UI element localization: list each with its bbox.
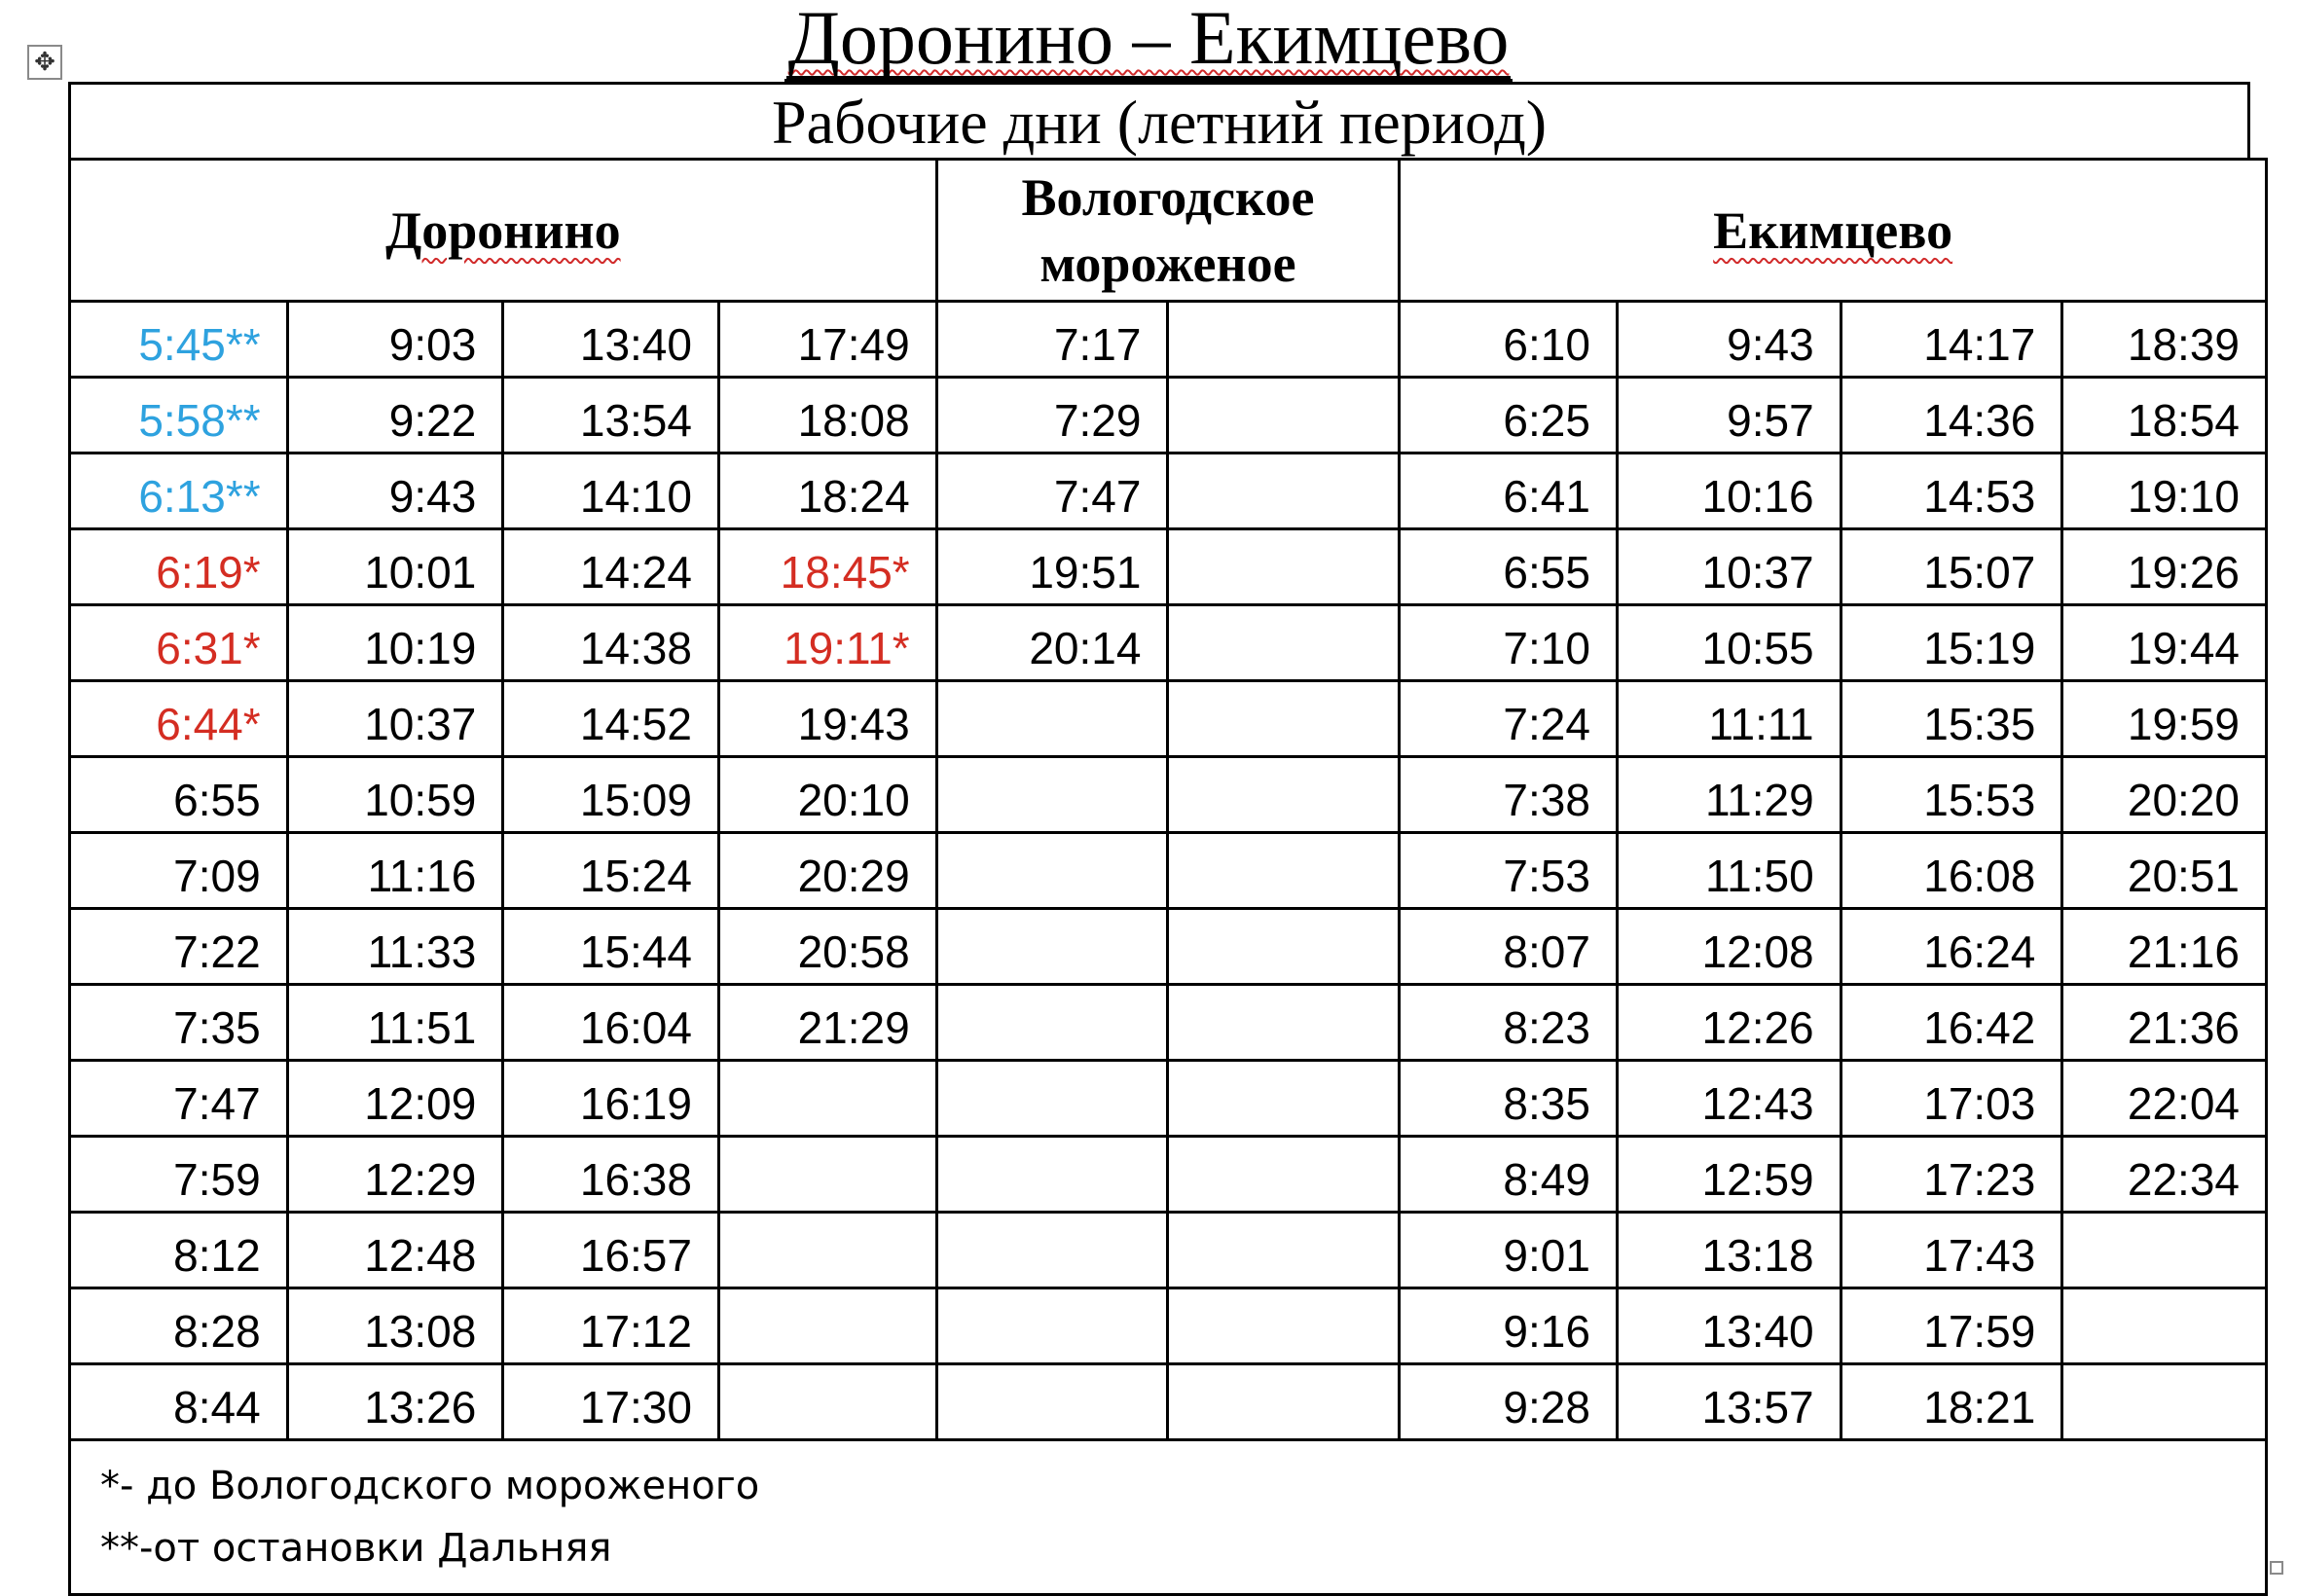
time-cell: 10:01: [287, 529, 503, 605]
time-cell: 5:58**: [70, 378, 288, 453]
time-cell: 6:41: [1400, 453, 1618, 529]
time-cell: 10:37: [1617, 529, 1841, 605]
table-row: [70, 833, 2267, 909]
time-cell: 21:29: [718, 985, 936, 1061]
time-cell: 15:07: [1841, 529, 2062, 605]
time-cell: [2062, 1364, 2267, 1440]
time-cell: 15:53: [1841, 757, 2062, 833]
time-cell: 12:29: [287, 1137, 503, 1213]
table-row: [70, 453, 2267, 529]
time-cell: [936, 909, 1168, 985]
time-cell: 16:57: [503, 1213, 719, 1288]
time-cell: [2062, 1213, 2267, 1288]
time-cell: 19:26: [2062, 529, 2267, 605]
time-cell: 17:23: [1841, 1137, 2062, 1213]
time-cell: 5:45**: [70, 302, 288, 378]
table-row: [70, 985, 2267, 1061]
time-cell: [1168, 985, 1400, 1061]
time-cell: [936, 1137, 1168, 1213]
time-cell: [1168, 1288, 1400, 1364]
time-cell: 18:21: [1841, 1364, 2062, 1440]
time-cell: 18:45*: [718, 529, 936, 605]
time-cell: 9:57: [1617, 378, 1841, 453]
time-cell: 10:16: [1617, 453, 1841, 529]
table-row: [70, 378, 2267, 453]
note-double-star: **-от остановки Дальняя: [100, 1526, 612, 1571]
time-cell: 7:10: [1400, 605, 1618, 681]
time-cell: 16:04: [503, 985, 719, 1061]
time-cell: 17:12: [503, 1288, 719, 1364]
time-cell: 9:28: [1400, 1364, 1618, 1440]
time-cell: 6:44*: [70, 681, 288, 757]
time-cell: 8:49: [1400, 1137, 1618, 1213]
table-row: [70, 1288, 2267, 1364]
time-cell: 11:16: [287, 833, 503, 909]
time-cell: 9:43: [1617, 302, 1841, 378]
time-cell: 12:43: [1617, 1061, 1841, 1137]
time-cell: 17:30: [503, 1364, 719, 1440]
time-cell: [936, 1061, 1168, 1137]
period-label: Рабочие дни (летний период): [771, 87, 1548, 157]
time-cell: 13:26: [287, 1364, 503, 1440]
time-cell: [718, 1213, 936, 1288]
time-cell: 15:09: [503, 757, 719, 833]
time-cell: 19:10: [2062, 453, 2267, 529]
time-cell: 21:36: [2062, 985, 2267, 1061]
time-cell: [1168, 757, 1400, 833]
table-header-row: [70, 160, 2267, 302]
time-cell: [718, 1137, 936, 1213]
time-cell: 12:08: [1617, 909, 1841, 985]
time-cell: 20:29: [718, 833, 936, 909]
time-cell: 17:03: [1841, 1061, 2062, 1137]
time-cell: 20:58: [718, 909, 936, 985]
table-row: [70, 1213, 2267, 1288]
time-cell: 18:39: [2062, 302, 2267, 378]
time-cell: 16:24: [1841, 909, 2062, 985]
time-cell: 14:10: [503, 453, 719, 529]
time-cell: [936, 1364, 1168, 1440]
time-cell: 6:25: [1400, 378, 1618, 453]
time-cell: 14:36: [1841, 378, 2062, 453]
time-cell: 13:08: [287, 1288, 503, 1364]
time-cell: 16:38: [503, 1137, 719, 1213]
time-cell: 11:50: [1617, 833, 1841, 909]
time-cell: 10:55: [1617, 605, 1841, 681]
time-cell: 15:19: [1841, 605, 2062, 681]
time-cell: 14:17: [1841, 302, 2062, 378]
time-cell: 7:53: [1400, 833, 1618, 909]
time-cell: 8:07: [1400, 909, 1618, 985]
time-cell: 13:40: [1617, 1288, 1841, 1364]
time-cell: 18:54: [2062, 378, 2267, 453]
time-cell: 8:28: [70, 1288, 288, 1364]
table-row: [70, 681, 2267, 757]
time-cell: 9:03: [287, 302, 503, 378]
time-cell: 19:59: [2062, 681, 2267, 757]
time-cell: 19:11*: [718, 605, 936, 681]
time-cell: 14:52: [503, 681, 719, 757]
time-cell: [936, 985, 1168, 1061]
time-cell: 7:38: [1400, 757, 1618, 833]
time-cell: 10:59: [287, 757, 503, 833]
time-cell: 12:48: [287, 1213, 503, 1288]
time-cell: [936, 1213, 1168, 1288]
time-cell: 6:19*: [70, 529, 288, 605]
table-row: [70, 605, 2267, 681]
time-cell: 14:24: [503, 529, 719, 605]
table-move-handle-icon[interactable]: ✥: [27, 45, 62, 80]
time-cell: 9:43: [287, 453, 503, 529]
time-cell: 9:22: [287, 378, 503, 453]
time-cell: [1168, 529, 1400, 605]
time-cell: 20:51: [2062, 833, 2267, 909]
time-cell: [718, 1061, 936, 1137]
time-cell: [1168, 681, 1400, 757]
table-resize-handle-icon[interactable]: [2270, 1561, 2283, 1575]
schedule-table: [68, 158, 2268, 1596]
time-cell: 7:47: [936, 453, 1168, 529]
time-cell: 11:29: [1617, 757, 1841, 833]
time-cell: [1168, 453, 1400, 529]
table-row: [70, 1137, 2267, 1213]
header-ekimtsevo: Екимцево: [1400, 160, 2267, 302]
time-cell: 16:42: [1841, 985, 2062, 1061]
time-cell: 8:44: [70, 1364, 288, 1440]
time-cell: [1168, 1137, 1400, 1213]
time-cell: 6:13**: [70, 453, 288, 529]
time-cell: [1168, 833, 1400, 909]
time-cell: [1168, 909, 1400, 985]
time-cell: 7:24: [1400, 681, 1618, 757]
table-row: [70, 1364, 2267, 1440]
notes-cell: [70, 1440, 2267, 1595]
time-cell: 20:10: [718, 757, 936, 833]
time-cell: 19:51: [936, 529, 1168, 605]
time-cell: 18:08: [718, 378, 936, 453]
page-title: [0, 0, 2297, 84]
time-cell: 6:31*: [70, 605, 288, 681]
time-cell: [1168, 1061, 1400, 1137]
time-cell: 7:29: [936, 378, 1168, 453]
time-cell: 6:55: [1400, 529, 1618, 605]
time-cell: 13:57: [1617, 1364, 1841, 1440]
time-cell: [1168, 378, 1400, 453]
time-cell: 15:24: [503, 833, 719, 909]
time-cell: 8:35: [1400, 1061, 1618, 1137]
table-row: [70, 909, 2267, 985]
table-row: [70, 529, 2267, 605]
time-cell: 15:44: [503, 909, 719, 985]
time-cell: 20:14: [936, 605, 1168, 681]
time-cell: [2062, 1288, 2267, 1364]
time-cell: 14:38: [503, 605, 719, 681]
time-cell: [1168, 605, 1400, 681]
time-cell: [718, 1288, 936, 1364]
time-cell: 6:55: [70, 757, 288, 833]
header-doronino: Доронино: [70, 160, 937, 302]
time-cell: 21:16: [2062, 909, 2267, 985]
time-cell: 9:16: [1400, 1288, 1618, 1364]
time-cell: 8:23: [1400, 985, 1618, 1061]
time-cell: 14:53: [1841, 453, 2062, 529]
time-cell: 18:24: [718, 453, 936, 529]
time-cell: [936, 757, 1168, 833]
table-row: [70, 757, 2267, 833]
time-cell: 19:43: [718, 681, 936, 757]
time-cell: 12:26: [1617, 985, 1841, 1061]
time-cell: 9:01: [1400, 1213, 1618, 1288]
time-cell: 17:43: [1841, 1213, 2062, 1288]
time-cell: 22:34: [2062, 1137, 2267, 1213]
time-cell: 13:40: [503, 302, 719, 378]
note-single-star: *- до Вологодского мороженого: [100, 1464, 760, 1508]
time-cell: 11:33: [287, 909, 503, 985]
time-cell: [1168, 302, 1400, 378]
time-cell: 22:04: [2062, 1061, 2267, 1137]
time-cell: 10:37: [287, 681, 503, 757]
title-text: Доронино – Екимцево: [787, 0, 1510, 80]
time-cell: 17:49: [718, 302, 936, 378]
time-cell: 7:22: [70, 909, 288, 985]
table-row: [70, 1061, 2267, 1137]
time-cell: 16:08: [1841, 833, 2062, 909]
time-cell: 11:51: [287, 985, 503, 1061]
time-cell: 11:11: [1617, 681, 1841, 757]
time-cell: 7:47: [70, 1061, 288, 1137]
time-cell: 12:09: [287, 1061, 503, 1137]
time-cell: 6:10: [1400, 302, 1618, 378]
time-cell: 13:18: [1617, 1213, 1841, 1288]
notes-row: [70, 1440, 2267, 1595]
time-cell: [936, 833, 1168, 909]
table-row: [70, 302, 2267, 378]
time-cell: 15:35: [1841, 681, 2062, 757]
time-cell: [1168, 1364, 1400, 1440]
time-cell: 12:59: [1617, 1137, 1841, 1213]
time-cell: 7:17: [936, 302, 1168, 378]
time-cell: 7:35: [70, 985, 288, 1061]
time-cell: 16:19: [503, 1061, 719, 1137]
time-cell: 20:20: [2062, 757, 2267, 833]
time-cell: [718, 1364, 936, 1440]
time-cell: [1168, 1213, 1400, 1288]
time-cell: 7:59: [70, 1137, 288, 1213]
time-cell: [936, 1288, 1168, 1364]
time-cell: 13:54: [503, 378, 719, 453]
time-cell: 17:59: [1841, 1288, 2062, 1364]
header-vologda: Вологодское мороженое: [936, 160, 1400, 302]
time-cell: 7:09: [70, 833, 288, 909]
time-cell: 8:12: [70, 1213, 288, 1288]
time-cell: 19:44: [2062, 605, 2267, 681]
time-cell: [936, 681, 1168, 757]
period-header: [68, 82, 2250, 160]
time-cell: 10:19: [287, 605, 503, 681]
